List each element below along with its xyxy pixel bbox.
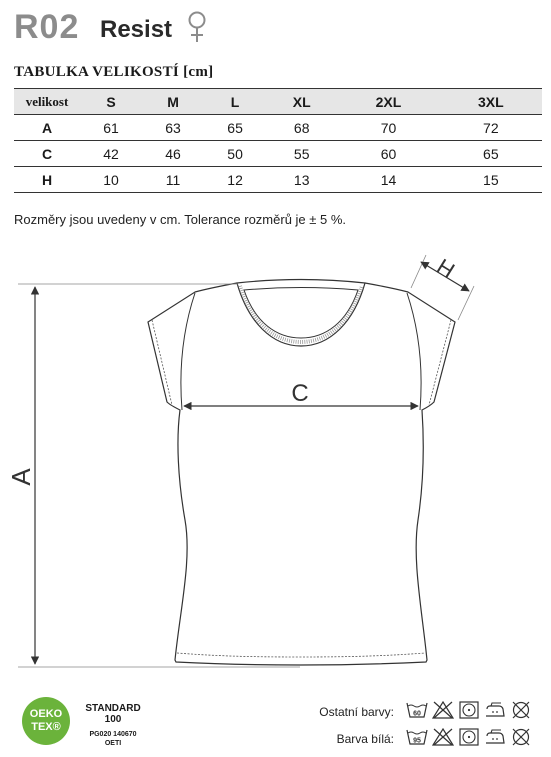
- table-cell: 61: [103, 119, 119, 136]
- left-armhole-seam: [181, 293, 195, 410]
- row-header-label: velikost: [25, 93, 69, 109]
- measure-ext-h-2: [458, 286, 474, 320]
- table-cell: 11: [165, 171, 181, 188]
- table-cell: 46: [165, 145, 181, 162]
- tumble-dry-icon: [458, 728, 480, 746]
- size-table-header-row: [14, 89, 542, 115]
- care-symbols-white: [406, 728, 532, 746]
- oeko-tex-certificate: PG020 140670 OETI: [89, 731, 137, 747]
- measure-ext-h-1: [411, 255, 426, 288]
- table-cell: 13: [293, 171, 310, 188]
- table-cell: 70: [380, 119, 397, 136]
- col-header: M: [167, 93, 179, 110]
- size-table-title: TABULKA VELIKOSTÍ [cm]: [14, 64, 214, 80]
- size-table: [14, 88, 542, 193]
- care-symbols-other-colors: [406, 701, 532, 719]
- product-code: R02: [14, 8, 80, 46]
- col-header: 3XL: [477, 93, 504, 110]
- table-cell: 10: [103, 171, 119, 188]
- tshirt-diagram: [0, 245, 551, 680]
- col-header: XL: [292, 93, 311, 110]
- table-cell: 12: [227, 171, 243, 188]
- care-label-other-colors: Ostatní barvy:: [319, 705, 394, 719]
- table-cell: 72: [483, 119, 499, 136]
- table-row: [14, 141, 542, 167]
- right-sleeve-hem: [429, 320, 451, 405]
- tolerance-note: Rozměry jsou uvedeny v cm. Tolerance rozměrů je ± 5 %.: [14, 212, 347, 227]
- product-model: Resist: [100, 16, 173, 43]
- oeko-tex-standard: STANDARD 100: [85, 703, 141, 725]
- col-header: S: [106, 93, 116, 110]
- oeko-tex-logo: OEKO TEX®: [22, 697, 70, 745]
- care-label-white: Barva bílá:: [336, 732, 394, 746]
- measure-label-a: A: [6, 468, 36, 486]
- no-bleach-icon: [432, 701, 454, 719]
- svg-text:95: 95: [413, 737, 421, 745]
- wash-tub-icon: [406, 728, 428, 746]
- table-cell: 50: [227, 145, 243, 162]
- iron-icon: [484, 701, 506, 719]
- iron-icon: [484, 728, 506, 746]
- wash-tub-icon: [406, 701, 428, 719]
- table-cell: 65: [227, 119, 243, 136]
- table-cell: 65: [483, 145, 499, 162]
- table-row: [14, 167, 542, 193]
- right-armhole-seam: [407, 293, 421, 410]
- tumble-dry-icon: [458, 701, 480, 719]
- table-cell: 55: [293, 145, 310, 162]
- female-symbol-icon: [186, 10, 208, 46]
- table-cell: 42: [103, 145, 119, 162]
- no-bleach-icon: [432, 728, 454, 746]
- table-cell: 60: [380, 145, 397, 162]
- row-label: C: [41, 145, 53, 162]
- left-sleeve-hem: [152, 320, 172, 405]
- col-header: L: [230, 93, 240, 110]
- row-label: A: [41, 119, 53, 136]
- measure-label-h: H: [432, 253, 460, 284]
- table-cell: 63: [165, 119, 181, 136]
- table-cell: 68: [293, 119, 310, 136]
- measure-label-c: C: [291, 380, 309, 407]
- no-dry-clean-icon: [510, 701, 532, 719]
- col-header: 2XL: [375, 93, 402, 110]
- svg-text:60: 60: [413, 710, 421, 718]
- table-row: [14, 115, 542, 141]
- table-cell: 15: [483, 171, 499, 188]
- table-cell: 14: [380, 171, 397, 188]
- neck-collar-inner: [244, 288, 358, 339]
- row-label: H: [41, 171, 53, 188]
- no-dry-clean-icon: [510, 728, 532, 746]
- bottom-hem: [177, 653, 425, 657]
